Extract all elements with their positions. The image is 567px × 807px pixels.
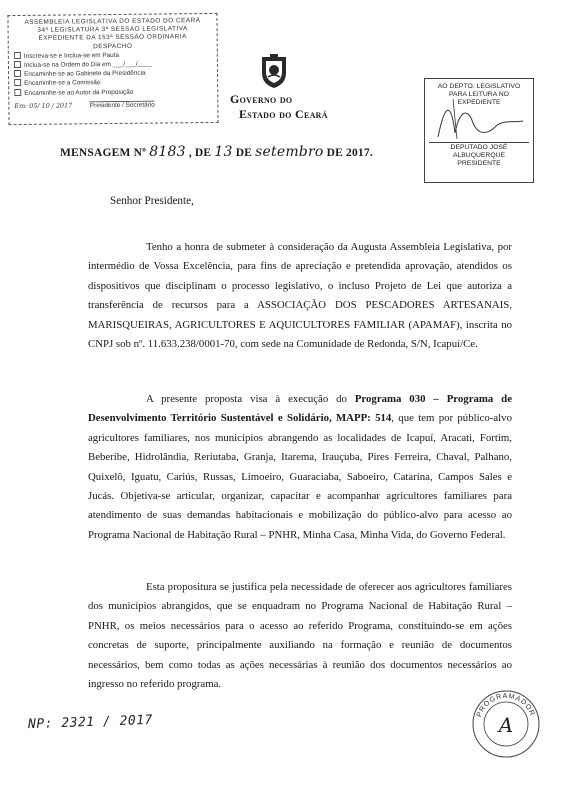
rubric-seal-icon [470,688,542,760]
checkbox-icon [14,52,21,59]
stamp-line: PARA LEITURA NO EXPEDIENTE [449,91,509,106]
stamp-date: Em: 05/ 10 / 2017 [14,101,73,110]
signature-scribble-icon [433,93,527,143]
checkbox-icon [14,70,21,77]
government-title [230,92,340,122]
program-name: Programa 030 – Programa de Desenvolvimento Território Sustentável e Solidário, MAPP: 514 [88,393,512,425]
stamp-option-label: Inclua-se na Ordem do Dia em [23,61,112,69]
salutation: Senhor Presidente, [110,195,194,207]
stamp-option: Inclua-se na Ordem do Dia em ___/___/____ [14,59,212,70]
reception-stamp [424,78,534,183]
message-label: MENSAGEM Nº [60,147,147,159]
paragraph-text: Esta propositura se justifica pela necessidade de oferecer aos agricultores familiares dos municípios abrangidos, que se enquadram no Programa Nacional de Habitação Rural – PNHR, os meios necessários para o acesso ao referido Programa, constituindo-se em ações concretas de suporte, principalmente auxiliando na formação e reunião de documentos necessários, bem como todas as ações necessárias à reunião dos documentos necessários ao ingresso no referido programa. [88,581,512,691]
body-paragraph [88,238,512,354]
stamp-line: EXPEDIENTE DA 153ª SESSÃO ORDINÁRIA [38,33,187,43]
stamp-option-label: Encaminhe-se ao Gabinete da Presidência [24,69,146,79]
seal-text: PROGRAMADOR [475,692,536,719]
stamp-option-label: Encaminhe-se ao Autor da Proposição [24,88,134,97]
checkbox-icon [14,89,21,96]
message-year: DE 2017. [326,147,373,159]
stamp-line: AO DEPTO. LEGISLATIVO [437,83,521,90]
stamp-signature-label: Presidente / Secretário [89,101,155,110]
stamp-option [14,87,212,98]
body-paragraph [88,578,512,694]
checkbox-icon [14,79,21,86]
body-paragraph [88,390,512,545]
stamp-option-label: Inscreva-se e Inclua-se em Pauta [23,51,120,60]
stamp-title: DESPACHO [93,42,133,50]
checkbox-icon [14,61,21,68]
message-separator: DE [235,147,253,159]
protocol-stamp [7,13,218,125]
stamp-line: PRESIDENTE [457,160,501,167]
government-title-line: Governo do [230,92,293,106]
coat-of-arms-icon [258,53,290,89]
stamp-line: 34ª LEGISLATURA 3ª SESSÃO LEGISLATIVA [37,25,188,34]
message-separator: , DE [188,147,212,159]
paragraph-text: A presente proposta visa à execução do [146,393,355,405]
message-month: setembro [255,144,324,160]
protocol-number: NP: 2321 / 2017 [27,712,154,733]
stamp-footer [14,100,212,111]
message-number: 8183 [149,144,186,160]
paragraph-text: Tenho a honra de submeter à consideração da Augusta Assembleia Legislativa, por intermédio de Vossa Excelência, para fins de apreciação e pretendida aprovação, atendidos os dispositivos que disciplinam o processo legislativo, o incluso Projeto de Lei que autoriza a transferência de recursos para a ASSOCIAÇÃO DOS PESCADORES ARTESANAIS, MARISQUEIRAS, AGRICULTORES E AQUICULTORES FAMILIAR (APAMAF), inscrita no CNPJ sob nº. 11.633.238/0001-70, com sede na Comunidade de Redonda, S/N, Icapuí/Ce. [88,241,512,351]
stamp-option-label: Encaminhe-se a Comissão [24,79,101,88]
government-title-line: Estado do Ceará [239,107,328,121]
stamp-line: ASSEMBLEIA LEGISLATIVA DO ESTADO DO CEARÁ [24,17,201,26]
paragraph-text: , que tem por público-alvo agricultores familiares, nos municípios abrangendo as localidades de Icapuí, Aracati, Fortim, Beberibe, Hidrolândia, Reriutaba, Granja, Itarema, Irauçuba, Pires Ferreira, Chaval, Palhano, Quixelô, Iguatu, Cariús, Russas, Limoeiro, Guaraciaba, Saboeiro, Catarina, Campos Sales e Jucás. Objetiva-se articular, organizar, capacitar e acompanhar agricultores familiares para atendimento de suas demandas habitacionais e mobilização do público-alvo para acesso ao Programa Nacional de Habitação Rural – PNHR, Minha Casa, Minha Vida, do Governo Federal. [88,412,512,541]
message-header [60,144,520,160]
stamp-line: DEPUTADO JOSÉ ALBUQUERQUE [429,142,529,160]
message-day: 13 [214,144,233,160]
seal-letter: A [498,713,514,737]
